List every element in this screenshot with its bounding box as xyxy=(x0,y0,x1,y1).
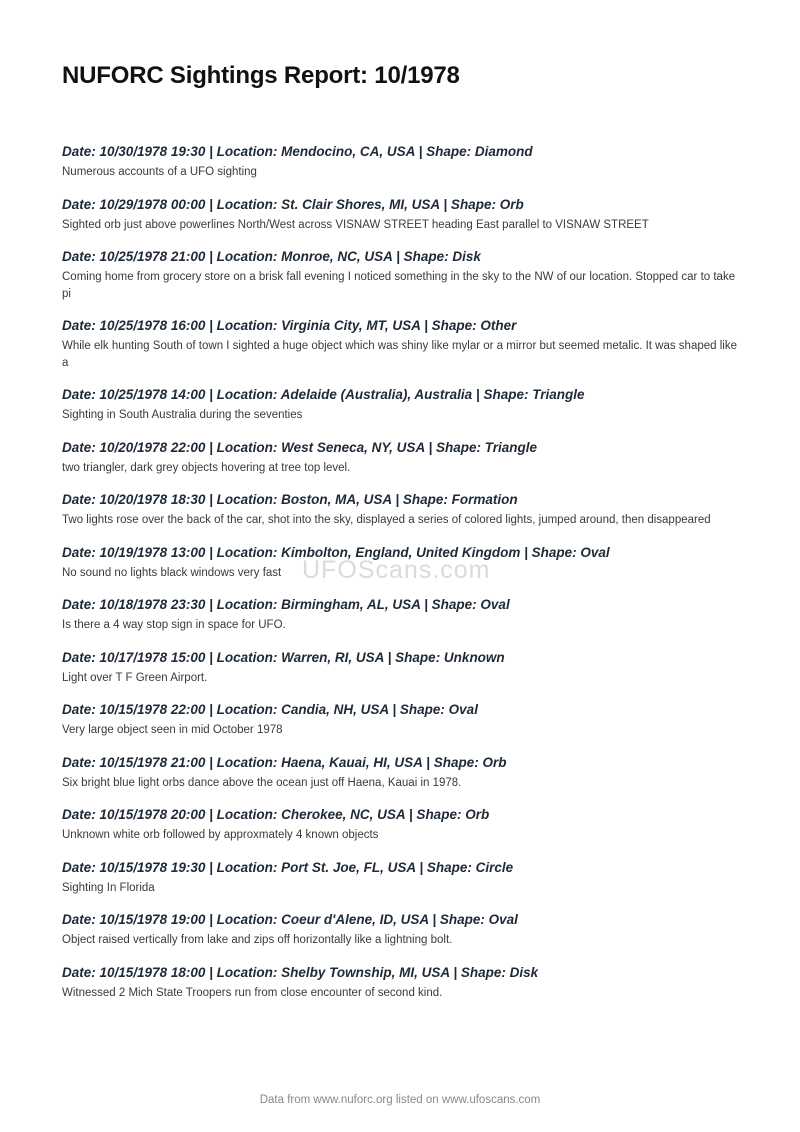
list-item xyxy=(62,911,738,949)
entry-description: Coming home from grocery store on a brisk fall evening I noticed something in the sky to the NW of our location. Stopped car to take pi xyxy=(62,271,736,300)
list-item xyxy=(62,859,738,897)
entry-description: Two lights rose over the back of the car, shot into the sky, displayed a series of colored lights, jumped around, then disappeared xyxy=(62,514,711,526)
entry-header: Date: 10/29/1978 00:00 | Location: St. Clair Shores, MI, USA | Shape: Orb xyxy=(62,196,524,212)
entry-header: Date: 10/15/1978 20:00 | Location: Cherokee, NC, USA | Shape: Orb xyxy=(62,807,490,822)
entry-description: Light over T F Green Airport. xyxy=(62,671,208,684)
list-item xyxy=(62,143,738,181)
entry-header: Date: 10/17/1978 15:00 | Location: Warren, RI, USA | Shape: Unknown xyxy=(62,649,505,665)
entry-description: two triangler, dark grey objects hovering at tree top level. xyxy=(62,461,351,474)
entry-header: Date: 10/15/1978 22:00 | Location: Candia, NH, USA | Shape: Oval xyxy=(62,702,478,717)
entry-header: Date: 10/15/1978 19:00 | Location: Coeur d'Alene, ID, USA | Shape: Oval xyxy=(62,912,518,927)
entry-description: No sound no lights black windows very fast xyxy=(62,566,282,579)
entry-description: Very large object seen in mid October 1978 xyxy=(62,724,283,736)
list-item xyxy=(62,196,738,234)
list-item xyxy=(62,754,738,792)
entry-description: Witnessed 2 Mich State Troopers run from close encounter of second kind. xyxy=(62,986,443,999)
entry-description: Object raised vertically from lake and zips off horizontally like a lightning bolt. xyxy=(62,934,453,946)
entry-description: Sighted orb just above powerlines North/West across VISNAW STREET heading East parallel to VISNAW STREET xyxy=(62,218,649,231)
page-footer: Data from www.nuforc.org listed on www.ufoscans.com xyxy=(259,1094,541,1106)
list-item xyxy=(62,806,738,844)
entry-header: Date: 10/15/1978 19:30 | Location: Port St. Joe, FL, USA | Shape: Circle xyxy=(62,859,514,875)
list-item xyxy=(62,491,738,529)
entry-header: Date: 10/30/1978 19:30 | Location: Mendocino, CA, USA | Shape: Diamond xyxy=(62,144,533,159)
list-item xyxy=(62,439,738,477)
entry-description: Is there a 4 way stop sign in space for UFO. xyxy=(62,619,286,631)
entry-description: Unknown white orb followed by approxmately 4 known objects xyxy=(62,829,379,841)
entry-header: Date: 10/25/1978 14:00 | Location: Adelaide (Australia), Australia | Shape: Triangle xyxy=(62,387,585,402)
entry-description: While elk hunting South of town I sighted a huge object which was shiny like mylar or a mirror but seemed metalic. It was shaped like a xyxy=(62,340,737,369)
list-item xyxy=(62,649,738,687)
entry-header: Date: 10/25/1978 21:00 | Location: Monroe, NC, USA | Shape: Disk xyxy=(62,249,481,264)
list-item xyxy=(62,317,738,371)
list-item xyxy=(62,386,738,424)
entry-description: Sighting in South Australia during the seventies xyxy=(62,409,303,421)
entry-header: Date: 10/20/1978 18:30 | Location: Boston, MA, USA | Shape: Formation xyxy=(62,492,518,507)
entry-header: Date: 10/18/1978 23:30 | Location: Birmingham, AL, USA | Shape: Oval xyxy=(62,597,510,612)
entry-header: Date: 10/20/1978 22:00 | Location: West Seneca, NY, USA | Shape: Triangle xyxy=(62,439,537,455)
list-item xyxy=(62,248,738,302)
entry-header: Date: 10/19/1978 13:00 | Location: Kimbolton, England, United Kingdom | Shape: Oval xyxy=(62,544,610,560)
list-item xyxy=(62,596,738,634)
entry-description: Sighting In Florida xyxy=(62,881,155,894)
list-item xyxy=(62,701,738,739)
entry-header: Date: 10/15/1978 21:00 | Location: Haena, Kauai, HI, USA | Shape: Orb xyxy=(62,754,507,770)
entry-description: Numerous accounts of a UFO sighting xyxy=(62,166,257,178)
entry-header: Date: 10/25/1978 16:00 | Location: Virginia City, MT, USA | Shape: Other xyxy=(62,318,517,333)
entry-description: Six bright blue light orbs dance above the ocean just off Haena, Kauai in 1978. xyxy=(62,776,462,789)
entry-header: Date: 10/15/1978 18:00 | Location: Shelby Township, MI, USA | Shape: Disk xyxy=(62,964,539,980)
page-title: NUFORC Sightings Report: 10/1978 xyxy=(62,62,460,89)
list-item xyxy=(62,964,738,1002)
watermark: UFOScans.com xyxy=(302,556,491,584)
